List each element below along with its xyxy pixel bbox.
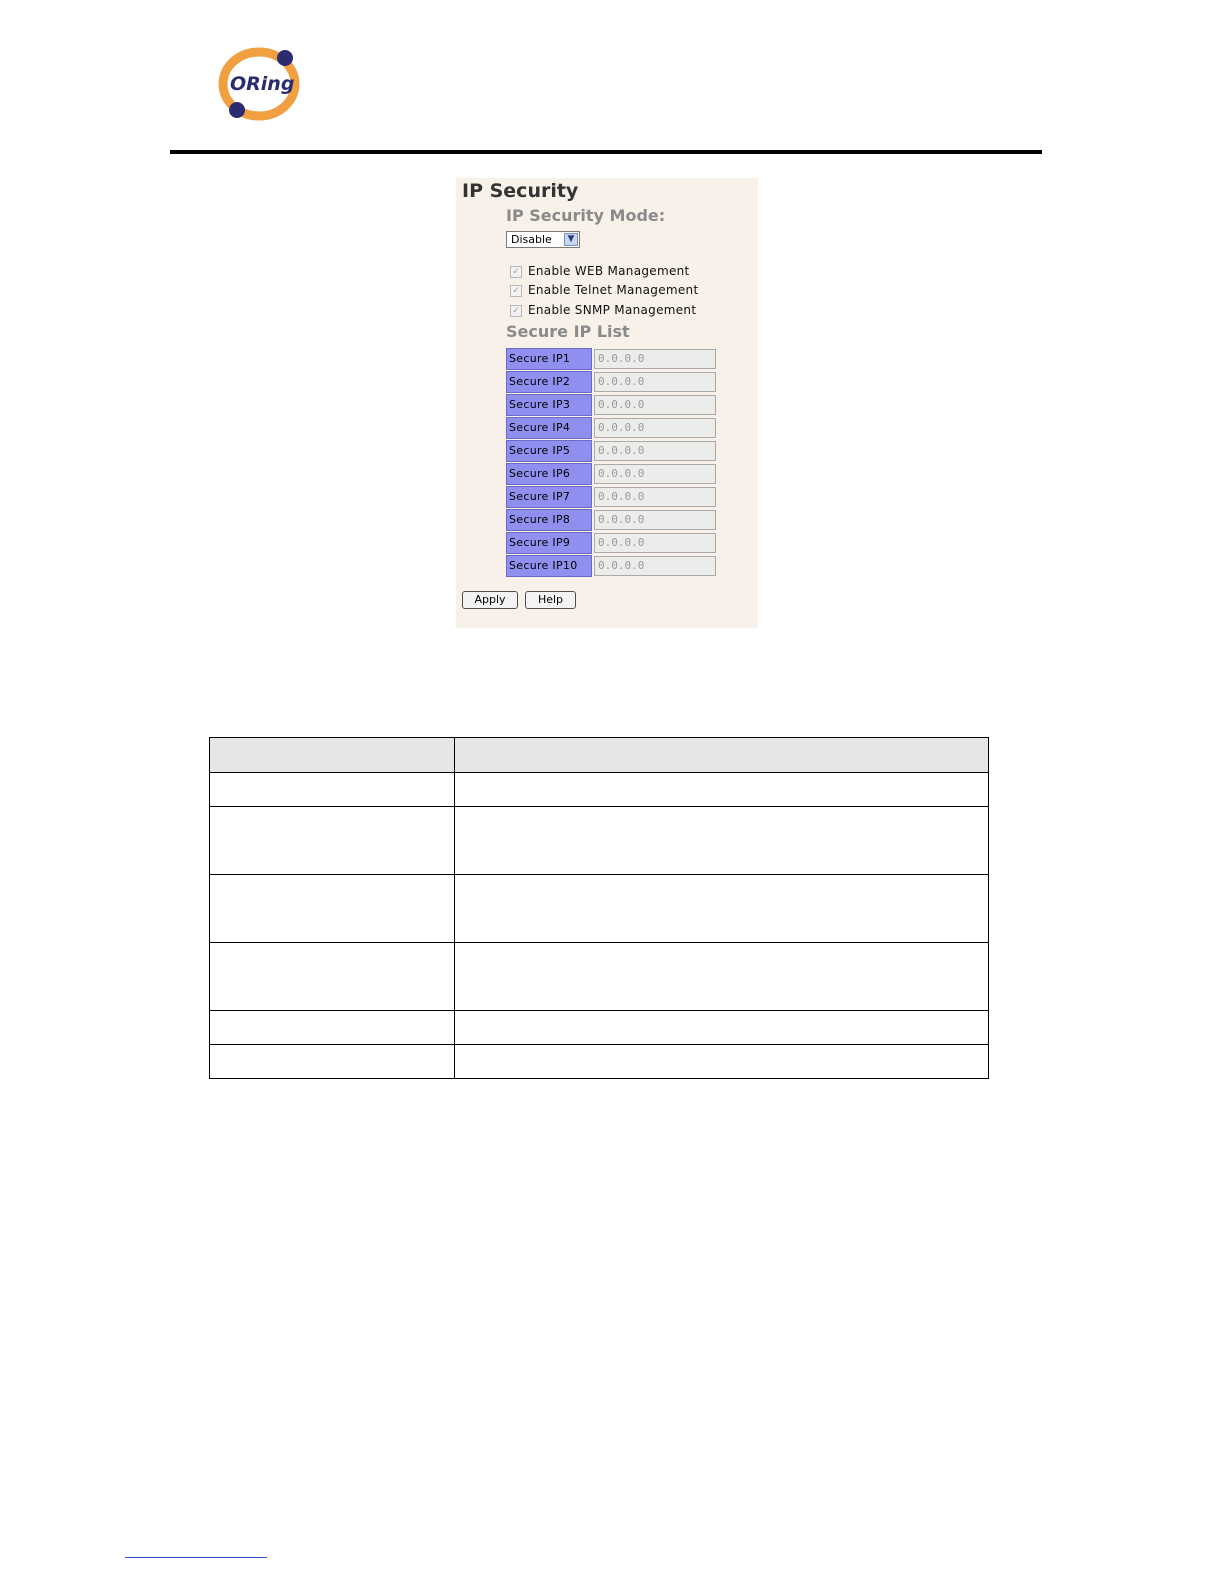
secure-ip-row: [506, 532, 718, 554]
secure-ip-input[interactable]: 0.0.0.0: [594, 533, 716, 553]
secure-ip-label: Secure IP6: [506, 463, 592, 485]
panel-title: IP Security: [462, 180, 579, 202]
ip-security-mode-select[interactable]: [506, 231, 580, 248]
checkbox-snmp[interactable]: ✓: [510, 305, 522, 317]
secure-ip-label: Secure IP5: [506, 440, 592, 462]
header-rule: [170, 150, 1042, 154]
table-header-cell: [210, 738, 455, 773]
secure-ip-input[interactable]: 0.0.0.0: [594, 556, 716, 576]
ip-security-panel: [456, 178, 758, 628]
secure-ip-label: Secure IP8: [506, 509, 592, 531]
oring-logo: [216, 44, 302, 122]
table-header-cell: [454, 738, 988, 773]
table-header-row: [210, 738, 989, 773]
table-cell: [454, 1011, 988, 1045]
secure-ip-row: [506, 486, 718, 508]
secure-ip-label: Secure IP7: [506, 486, 592, 508]
secure-ip-label: Secure IP3: [506, 394, 592, 416]
table-cell: [454, 875, 988, 943]
table-cell: [210, 875, 455, 943]
secure-ip-row: [506, 417, 718, 439]
checkbox-web[interactable]: ✓: [510, 266, 522, 278]
checkbox-label: Enable WEB Management: [528, 264, 690, 278]
description-table: [209, 737, 989, 1079]
secure-ip-label: Secure IP1: [506, 348, 592, 370]
secure-ip-input[interactable]: 0.0.0.0: [594, 464, 716, 484]
table-cell: [210, 807, 455, 875]
table-row: [210, 943, 989, 1011]
secure-ip-row: [506, 371, 718, 393]
secure-ip-input[interactable]: 0.0.0.0: [594, 395, 716, 415]
secure-ip-row: [506, 348, 718, 370]
table-cell: [210, 943, 455, 1011]
secure-ip-label: Secure IP9: [506, 532, 592, 554]
table-cell: [210, 1045, 455, 1079]
table-cell: [454, 773, 988, 807]
table-cell: [454, 1045, 988, 1079]
checkbox-label: Enable Telnet Management: [528, 283, 699, 297]
help-button[interactable]: Help: [525, 591, 576, 609]
checkbox-label: Enable SNMP Management: [528, 303, 697, 317]
ip-security-mode-label: IP Security Mode:: [506, 206, 666, 225]
select-value: Disable: [511, 233, 552, 246]
logo-text: ORing: [230, 73, 295, 95]
footer-link-underline[interactable]: [125, 1557, 267, 1558]
table-row: [210, 1011, 989, 1045]
secure-ip-list-title: Secure IP List: [506, 322, 630, 341]
secure-ip-input[interactable]: 0.0.0.0: [594, 510, 716, 530]
table-cell: [454, 943, 988, 1011]
table-cell: [454, 807, 988, 875]
checkbox-telnet[interactable]: ✓: [510, 285, 522, 297]
secure-ip-input[interactable]: 0.0.0.0: [594, 349, 716, 369]
secure-ip-row: [506, 555, 718, 577]
apply-button[interactable]: Apply: [462, 591, 518, 609]
secure-ip-row: [506, 394, 718, 416]
secure-ip-input[interactable]: 0.0.0.0: [594, 418, 716, 438]
secure-ip-input[interactable]: 0.0.0.0: [594, 372, 716, 392]
secure-ip-label: Secure IP4: [506, 417, 592, 439]
secure-ip-input[interactable]: 0.0.0.0: [594, 441, 716, 461]
table-row: [210, 1045, 989, 1079]
table-cell: [210, 773, 455, 807]
secure-ip-row: [506, 440, 718, 462]
secure-ip-label: Secure IP10: [506, 555, 592, 577]
secure-ip-row: [506, 509, 718, 531]
secure-ip-row: [506, 463, 718, 485]
secure-ip-label: Secure IP2: [506, 371, 592, 393]
table-row: [210, 875, 989, 943]
table-row: [210, 773, 989, 807]
table-row: [210, 807, 989, 875]
chevron-down-icon[interactable]: ▼: [564, 233, 578, 246]
table-cell: [210, 1011, 455, 1045]
secure-ip-input[interactable]: 0.0.0.0: [594, 487, 716, 507]
